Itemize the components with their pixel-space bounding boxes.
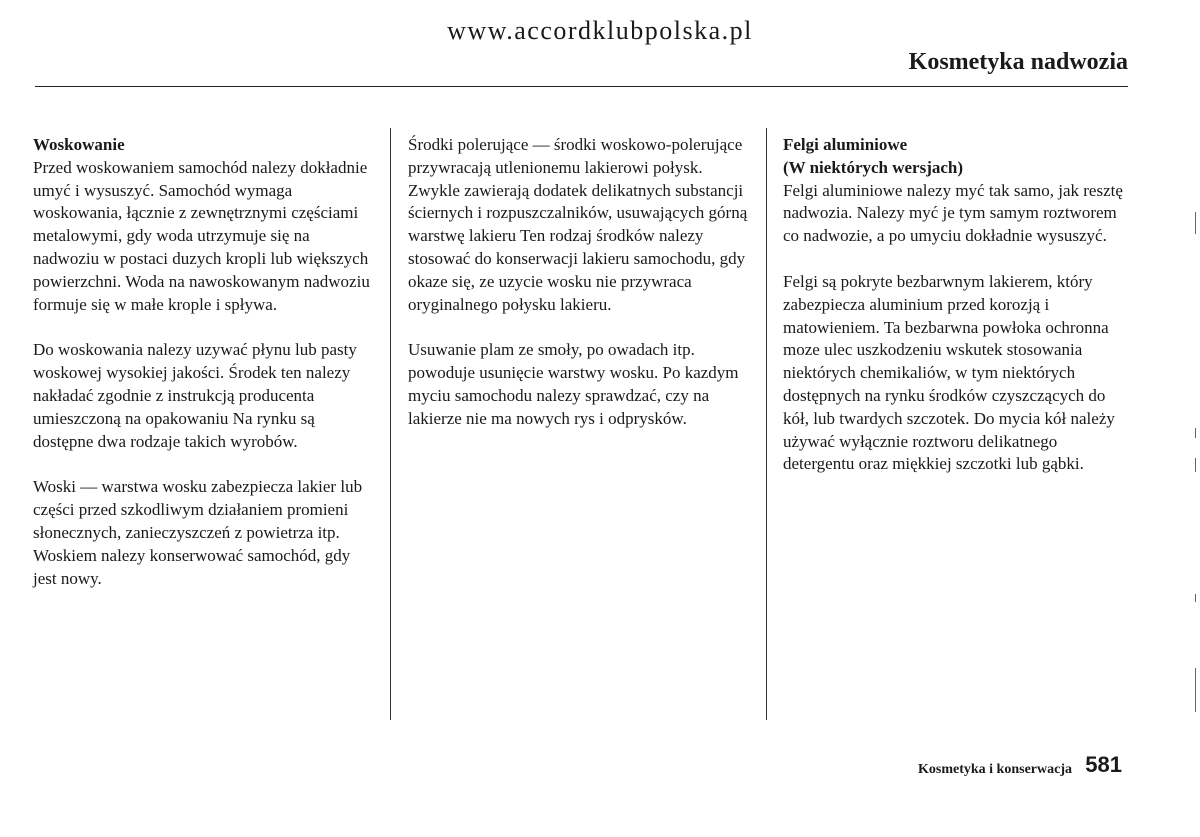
heading-waxing: Woskowanie <box>33 135 125 154</box>
scan-edge-mark <box>1195 458 1196 472</box>
column-alloy-wheels <box>783 134 1128 499</box>
paragraph: Woski — warstwa wosku zabezpiecza lakier lub części przed szkodliwym działaniem promieni słonecznych, zanieczyszczeń z powietrza itp. Woskiem nalezy konserwować samochód, gdy jest nowy. <box>33 477 363 588</box>
paragraph: Do woskowania nalezy uzywać płynu lub pasty woskowej wysokiej jakości. Środek ten nalezy nakładać zgodnie z instrukcją producenta umieszczoną na opakowaniu Na rynku są dostępne dwa rodzaje takich wyrobów. <box>33 340 357 451</box>
paragraph-text: Felgi aluminiowe nalezy myć tak samo, jak resztę nadwozia. Nalezy myć je tym samym roztworem co nadwozie, a po umyciu dokładnie wysuszyć. <box>783 180 1123 246</box>
subheading-versions: (W niektórych wersjach) <box>783 157 964 177</box>
scan-edge-mark <box>1195 668 1196 712</box>
column-divider <box>766 128 767 720</box>
paragraph <box>783 134 1128 248</box>
website-url: www.accordklubpolska.pl <box>447 16 753 45</box>
scan-edge-mark <box>1195 594 1196 602</box>
column-polishing <box>408 134 753 454</box>
footer-chapter-label: Kosmetyka i konserwacja <box>918 762 1072 777</box>
paragraph: Środki polerujące — środki woskowo-polerujące przywracają utlenionemu lakierowi połysk. Zwykle zawierają dodatek delikatnych substancji ściernych i rozpuszczalników, usuwających górną warstwę lakieru Ten rodzaj środków nalezy stosować do konserwacji lakieru samochodu, gdy okaze się, ze uzycie wosku nie przywraca oryginalnego połysku lakieru. <box>408 135 748 314</box>
scan-edge-mark <box>1195 428 1196 438</box>
paragraph: Felgi są pokryte bezbarwnym lakierem, który zabezpiecza aluminium przed korozją i matowieniem. Ta bezbarwna powłoka ochronna moze ulec uszkodzeniu wskutek stosowania niektórych chemikaliów, w tym niektórych dostępnych na rynku środków czyszczących do kół, lub twardych szczotek. Do mycia kół należy używać wyłącznie roztworu delikatnego detergentu oraz miękkiej szczotki lub gąbki. <box>783 271 1115 474</box>
page-number: 581 <box>1085 752 1122 777</box>
paragraph <box>33 134 378 316</box>
paragraph: Usuwanie plam ze smoły, po owadach itp. powoduje usunięcie warstwy wosku. Po kazdym myciu samochodu nalezy sprawdzać, czy na lakierze nie ma nowych rys i odprysków. <box>408 340 739 428</box>
column-waxing <box>33 134 378 613</box>
paragraph-text: Przed woskowaniem samochód nalezy dokładnie umyć i wysuszyć. Samochód wymaga woskowania, łącznie z zewnętrznymi częściami metalowymi, gdy woda utrzymuje się na nadwoziu w postaci duzych kropli lub większych powierzchni. Woda na nawoskowanym nadwoziu formuje się w małe krople i spływa. <box>33 157 370 314</box>
column-divider <box>390 128 391 720</box>
section-title: Kosmetyka nadwozia <box>908 49 1128 75</box>
scan-edge-mark <box>1195 212 1196 234</box>
header-divider <box>35 86 1128 87</box>
heading-alloy-wheels: Felgi aluminiowe <box>783 135 908 154</box>
